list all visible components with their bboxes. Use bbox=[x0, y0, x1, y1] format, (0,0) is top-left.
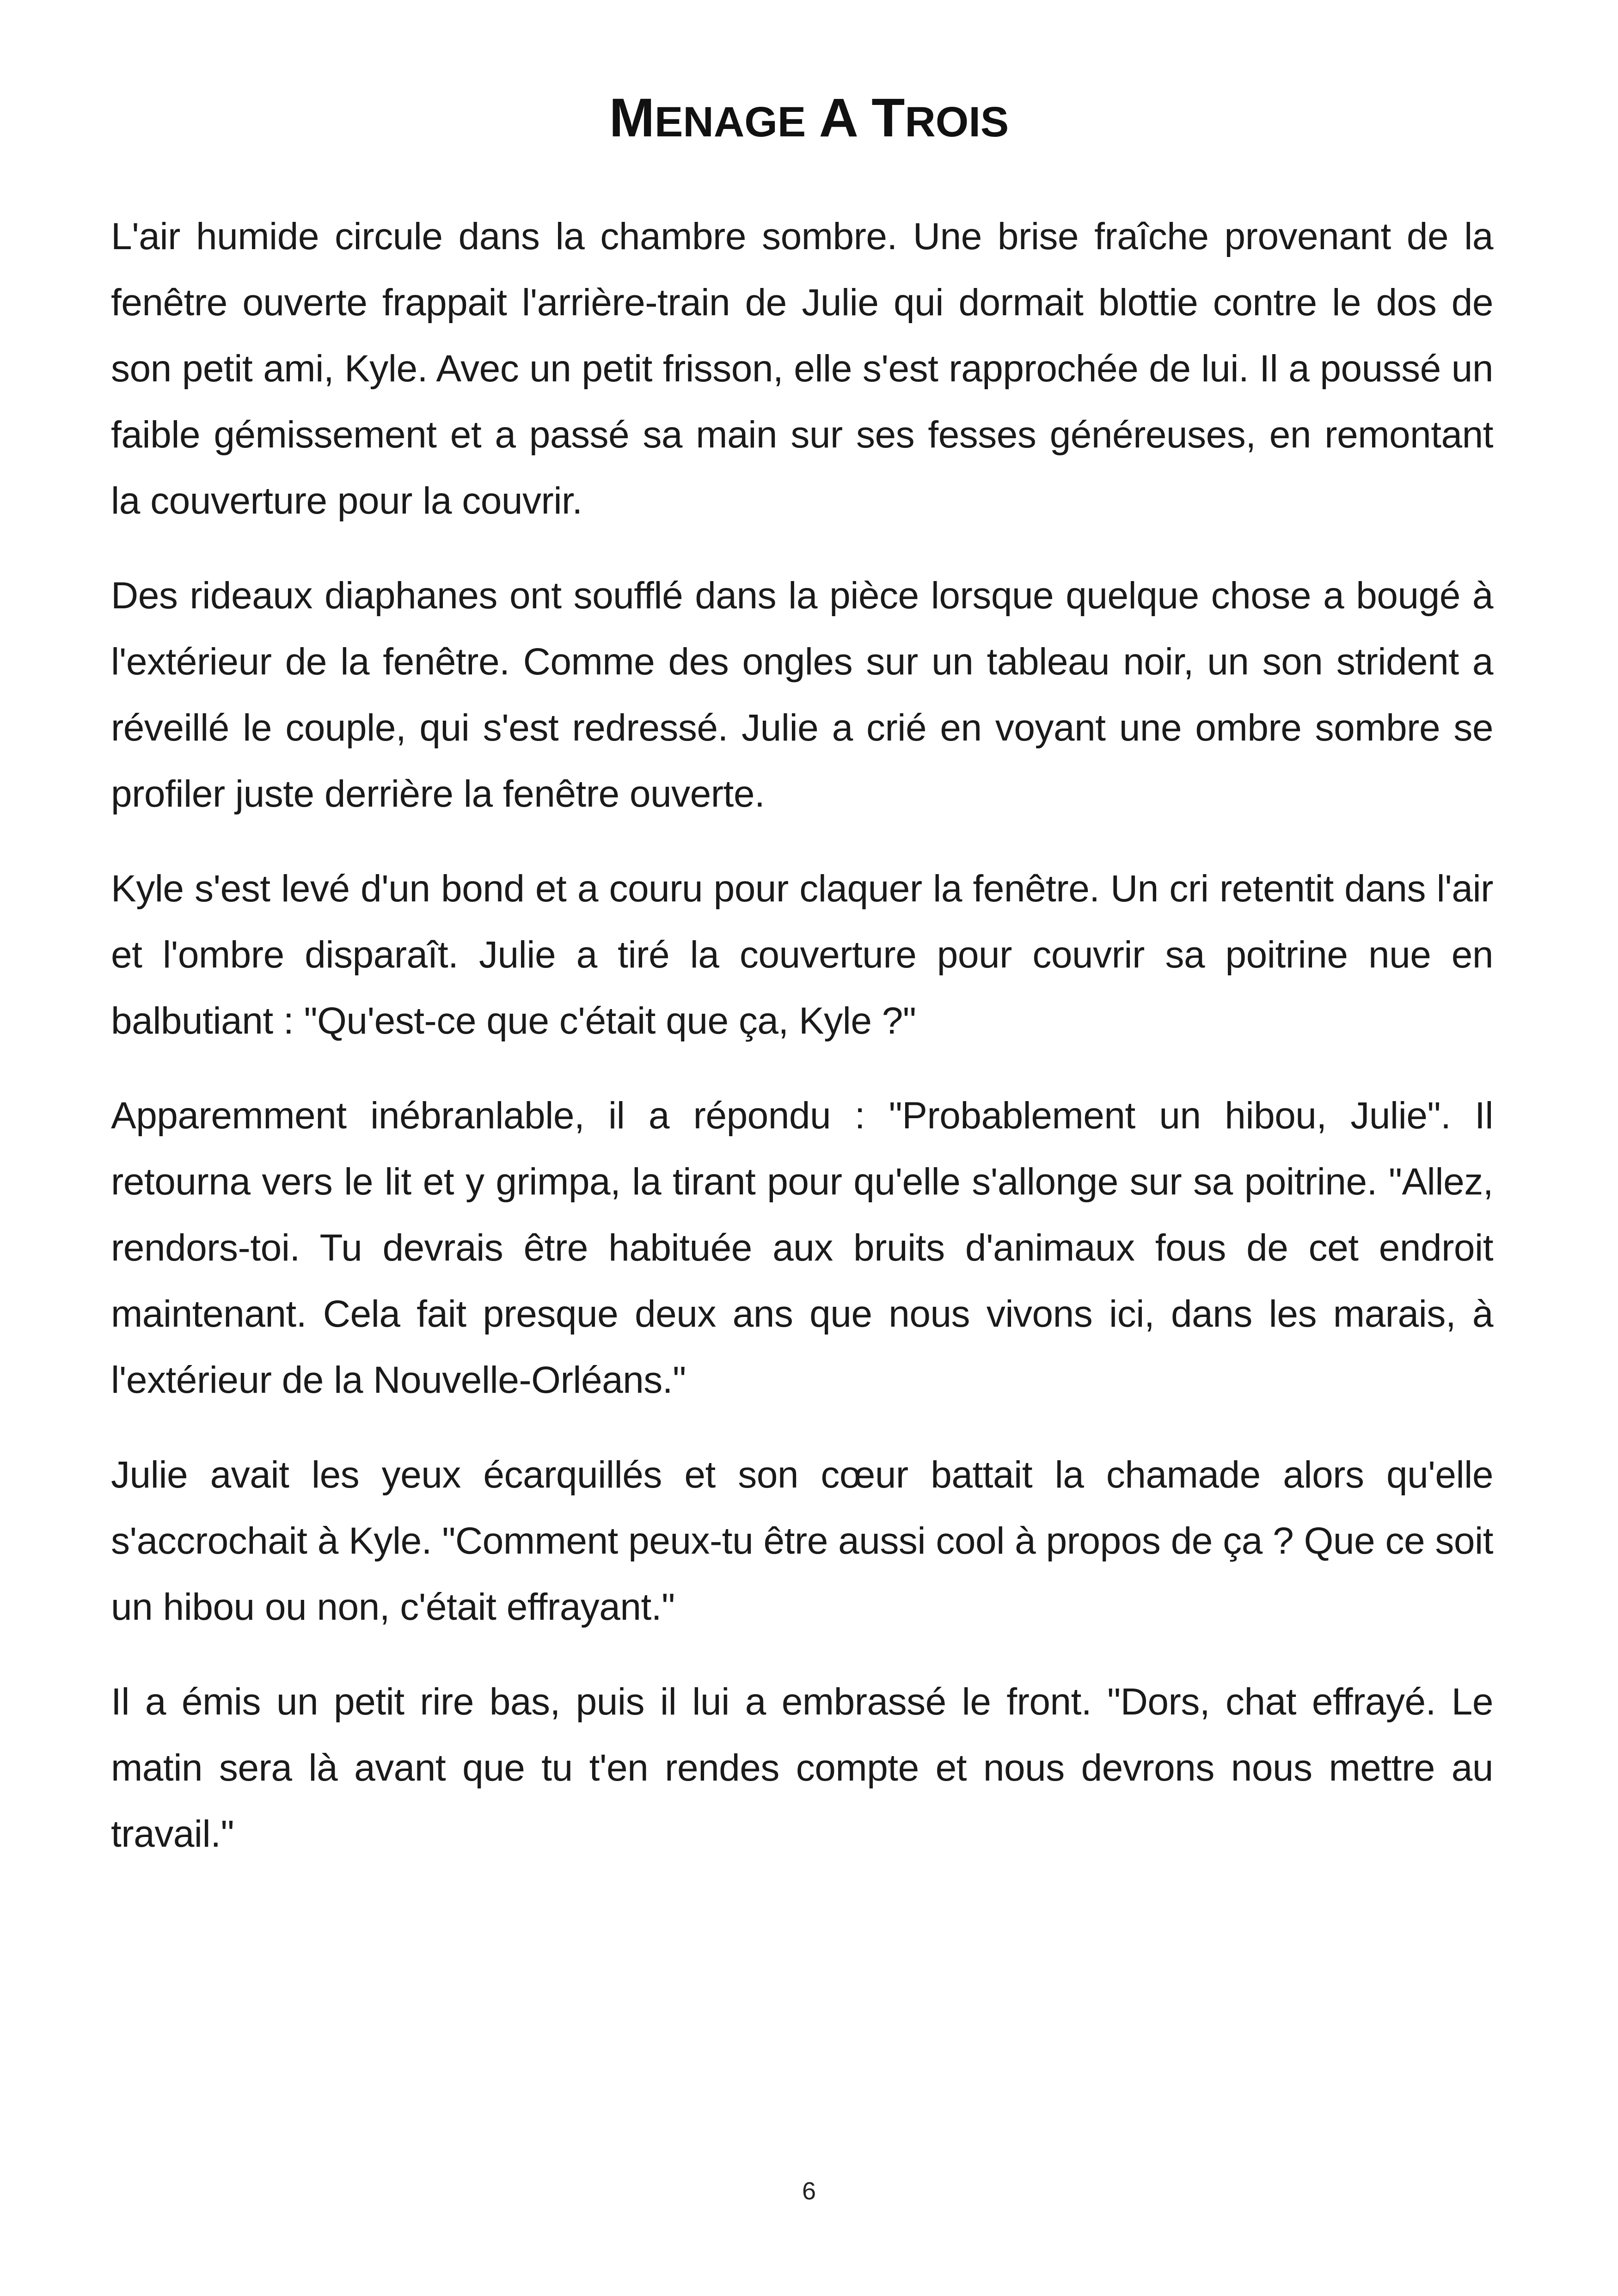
paragraph-1: L'air humide circule dans la chambre sombre. Une brise fraîche provenant de la fenêtre ouverte frappait l'arrière-train de Julie qui dormait blottie contre le dos de son petit ami, Kyle. Avec un petit frisson, elle s'est rapprochée de lui. Il a poussé un faible gémissement et a passé sa main sur ses fesses généreuses, en remontant la couverture pour la couvrir. bbox=[111, 215, 1493, 522]
title-word3-initial: T bbox=[871, 87, 905, 148]
page-title bbox=[0, 81, 1618, 159]
body-text bbox=[111, 203, 1493, 1896]
title-word1-rest: ENAGE bbox=[655, 98, 806, 146]
title-word1-initial: M bbox=[609, 87, 655, 148]
paragraph-5: Julie avait les yeux écarquillés et son cœur battait la chamade alors qu'elle s'accrochait à Kyle. "Comment peux-tu être aussi cool à propos de ça ? Que ce soit un hibou ou non, c'était effrayant." bbox=[111, 1454, 1493, 1628]
paragraph-6: Il a émis un petit rire bas, puis il lui a embrassé le front. "Dors, chat effrayé. Le matin sera là avant que tu t'en rendes compte et nous devrons nous mettre au travail." bbox=[111, 1681, 1493, 1855]
title-word3-rest: ROIS bbox=[905, 98, 1009, 146]
page-number: 6 bbox=[802, 2177, 816, 2205]
title-word2: A bbox=[819, 87, 857, 148]
paragraph-2: Des rideaux diaphanes ont soufflé dans la pièce lorsque quelque chose a bougé à l'extérieur de la fenêtre. Comme des ongles sur un tableau noir, un son strident a réveillé le couple, qui s'est redressé. Julie a crié en voyant une ombre sombre se profiler juste derrière la fenêtre ouverte. bbox=[111, 575, 1493, 815]
paragraph-4: Apparemment inébranlable, il a répondu : "Probablement un hibou, Julie". Il retourna vers le lit et y grimpa, la tirant pour qu'elle s'allonge sur sa poitrine. "Allez, rendors-toi. Tu devrais être habituée aux bruits d'animaux fous de cet endroit maintenant. Cela fait presque deux ans que nous vivons ici, dans les marais, à l'extérieur de la Nouvelle-Orléans." bbox=[111, 1095, 1493, 1401]
paragraph-3: Kyle s'est levé d'un bond et a couru pour claquer la fenêtre. Un cri retentit dans l'air et l'ombre disparaît. Julie a tiré la couverture pour couvrir sa poitrine nue en balbutiant : "Qu'est-ce que c'était que ça, Kyle ?" bbox=[111, 868, 1493, 1042]
